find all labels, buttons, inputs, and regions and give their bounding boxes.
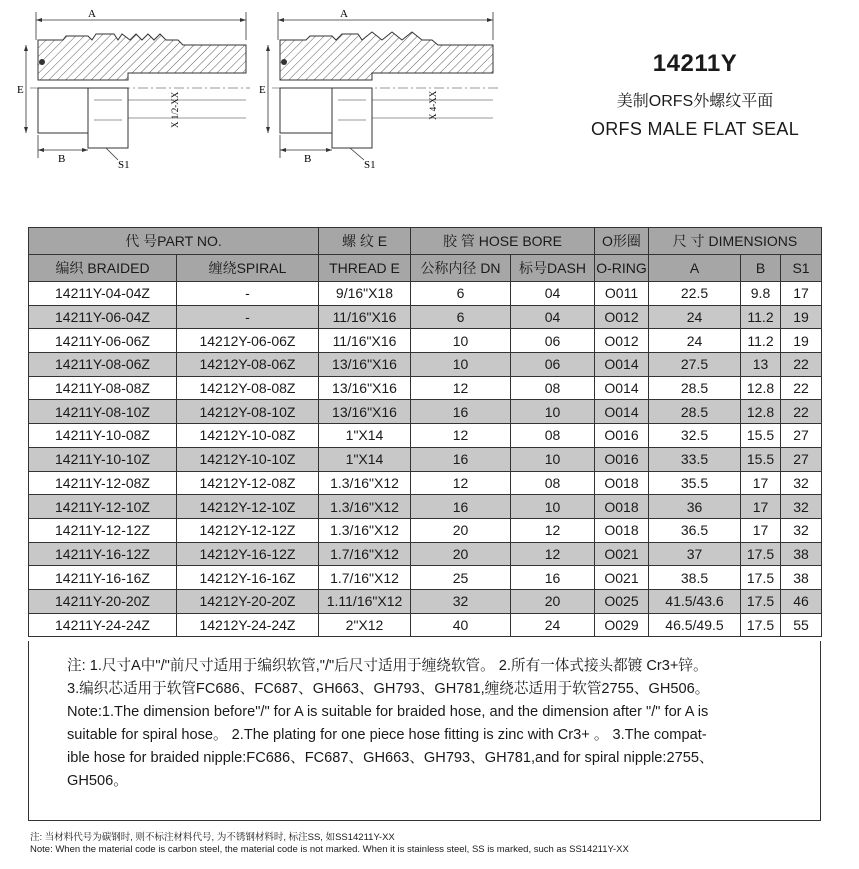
cell-dash: 06 [511, 329, 595, 353]
cell-b: 17.5 [741, 589, 781, 613]
cell-spiral: 14212Y-10-10Z [177, 447, 319, 471]
cell-braided: 14211Y-16-16Z [29, 566, 177, 590]
cell-spiral: - [177, 305, 319, 329]
cell-oring: O016 [595, 424, 649, 448]
spec-table-body [29, 282, 822, 637]
cell-b: 11.2 [741, 329, 781, 353]
cell-spiral: 14212Y-24-24Z [177, 613, 319, 637]
cell-spiral: 14212Y-12-12Z [177, 518, 319, 542]
table-row [29, 282, 822, 306]
cell-spiral: 14212Y-08-10Z [177, 400, 319, 424]
cell-a: 36.5 [649, 518, 741, 542]
note-cn-line-2: 3.编织芯适用于软管FC686、FC687、GH663、GH793、GH781,缠绕芯适用于软管2755、GH506。 [67, 681, 710, 697]
product-name-en: ORFS MALE FLAT SEAL [590, 119, 800, 139]
table-row [29, 353, 822, 377]
cell-s1: 17 [781, 282, 822, 306]
note-en-line-3: ible hose for braided nipple:FC686、FC687、GH663、GH793、GH781,and for spiral nipple:2755、 [67, 750, 714, 766]
spec-table [28, 227, 822, 637]
cell-spiral: 14212Y-12-10Z [177, 495, 319, 519]
dim-s1-label: S1 [364, 159, 376, 171]
fitting-drawing-braided [18, 0, 258, 180]
cell-braided: 14211Y-08-08Z [29, 376, 177, 400]
cell-dn: 16 [411, 495, 511, 519]
cell-thread: 13/16"X16 [319, 400, 411, 424]
cell-thread: 9/16"X18 [319, 282, 411, 306]
table-row [29, 589, 822, 613]
cell-oring: O012 [595, 329, 649, 353]
cell-thread: 1.7/16"X12 [319, 566, 411, 590]
cell-dash: 08 [511, 376, 595, 400]
cell-b: 17.5 [741, 613, 781, 637]
cell-dn: 10 [411, 353, 511, 377]
note-en-line-4: GH506。 [67, 773, 128, 789]
table-row [29, 566, 822, 590]
cell-thread: 1.11/16"X12 [319, 589, 411, 613]
cell-dn: 16 [411, 447, 511, 471]
cell-dn: 12 [411, 376, 511, 400]
cell-spiral: 14212Y-16-12Z [177, 542, 319, 566]
cell-dn: 25 [411, 566, 511, 590]
cell-oring: O016 [595, 447, 649, 471]
cell-spiral: 14212Y-08-08Z [177, 376, 319, 400]
table-row [29, 400, 822, 424]
cell-a: 33.5 [649, 447, 741, 471]
cell-b: 17 [741, 471, 781, 495]
table-row [29, 518, 822, 542]
cell-spiral: 14212Y-20-20Z [177, 589, 319, 613]
cell-b: 11.2 [741, 305, 781, 329]
cell-a: 41.5/43.6 [649, 589, 741, 613]
cell-braided: 14211Y-10-10Z [29, 447, 177, 471]
cell-a: 24 [649, 329, 741, 353]
table-row [29, 329, 822, 353]
title-block [560, 50, 830, 140]
header-s1: S1 [781, 255, 822, 282]
cell-thread: 2"X12 [319, 613, 411, 637]
dim-s1-label: S1 [118, 159, 130, 171]
cell-thread: 1.3/16"X12 [319, 495, 411, 519]
cell-dash: 16 [511, 566, 595, 590]
cell-dn: 32 [411, 589, 511, 613]
cell-dash: 12 [511, 518, 595, 542]
cell-dn: 6 [411, 282, 511, 306]
cell-dash: 06 [511, 353, 595, 377]
cell-oring: O021 [595, 542, 649, 566]
header-part-no: 代 号PART NO. [29, 228, 319, 255]
cell-dash: 24 [511, 613, 595, 637]
header-spiral: 缠绕SPIRAL [177, 255, 319, 282]
cell-oring: O025 [595, 589, 649, 613]
footnote-cn: 注: 当材料代号为碳钢时, 则不标注材料代号, 为不锈钢材料时, 标注SS, 如SS14211Y-XX [30, 832, 395, 843]
cell-b: 9.8 [741, 282, 781, 306]
cell-oring: O014 [595, 376, 649, 400]
header-dash: 标号DASH [511, 255, 595, 282]
cell-s1: 19 [781, 305, 822, 329]
cell-thread: 11/16"X16 [319, 305, 411, 329]
cell-thread: 1.7/16"X12 [319, 542, 411, 566]
cell-dash: 12 [511, 542, 595, 566]
header-braided: 编织 BRAIDED [29, 255, 177, 282]
cell-dash: 20 [511, 589, 595, 613]
cell-s1: 32 [781, 495, 822, 519]
cell-oring: O021 [595, 566, 649, 590]
header-o-ring: O-RING [595, 255, 649, 282]
header-dimensions: 尺 寸 DIMENSIONS [649, 228, 822, 255]
table-row [29, 542, 822, 566]
cell-oring: O018 [595, 495, 649, 519]
cell-a: 28.5 [649, 400, 741, 424]
cell-braided: 14211Y-08-10Z [29, 400, 177, 424]
dim-a-label: A [340, 8, 348, 20]
header-a: A [649, 255, 741, 282]
thread-callout: X 4-XX [428, 90, 438, 120]
cell-thread: 11/16"X16 [319, 329, 411, 353]
cell-braided: 14211Y-12-12Z [29, 518, 177, 542]
note-en-line-1: Note:1.The dimension before"/" for A is suitable for braided hose, and the dimension after "/" for A is [67, 704, 709, 720]
table-row [29, 447, 822, 471]
cell-s1: 38 [781, 566, 822, 590]
note-en-line-2: suitable for spiral hose。 2.The plating for one piece hose fitting is zinc with Cr3+ 。 3.The compat- [67, 727, 707, 743]
cell-s1: 27 [781, 424, 822, 448]
cell-dn: 10 [411, 329, 511, 353]
cell-dn: 12 [411, 471, 511, 495]
cell-s1: 32 [781, 518, 822, 542]
footnote-en: Note: When the material code is carbon steel, the material code is not marked. When it is stainless steel, SS is marked, such as SS14211Y-XX [30, 844, 629, 855]
cell-spiral: - [177, 282, 319, 306]
cell-a: 22.5 [649, 282, 741, 306]
cell-spiral: 14212Y-06-06Z [177, 329, 319, 353]
cell-s1: 32 [781, 471, 822, 495]
table-row [29, 305, 822, 329]
cell-a: 24 [649, 305, 741, 329]
dim-b-label: B [304, 153, 312, 165]
cell-b: 12.8 [741, 376, 781, 400]
cell-dn: 16 [411, 400, 511, 424]
cell-dash: 04 [511, 282, 595, 306]
header-dn: 公称内径 DN [411, 255, 511, 282]
dim-a-label: A [88, 8, 96, 20]
cell-oring: O014 [595, 353, 649, 377]
table-row [29, 376, 822, 400]
cell-s1: 38 [781, 542, 822, 566]
cell-braided: 14211Y-20-20Z [29, 589, 177, 613]
cell-spiral: 14212Y-12-08Z [177, 471, 319, 495]
cell-oring: O014 [595, 400, 649, 424]
note-cn-line-1: 注: 1.尺寸A中"/"前尺寸适用于编织软管,"/"后尺寸适用于缠绕软管。 2.所有一体式接头都镀 Cr3+锌。 [67, 658, 708, 674]
cell-s1: 46 [781, 589, 822, 613]
product-code: 14211Y [652, 50, 738, 77]
cell-thread: 13/16"X16 [319, 353, 411, 377]
cell-b: 12.8 [741, 400, 781, 424]
cell-braided: 14211Y-10-08Z [29, 424, 177, 448]
header-hose-bore: 胶 管 HOSE BORE [411, 228, 595, 255]
cell-a: 46.5/49.5 [649, 613, 741, 637]
fitting-drawing-spiral [258, 0, 508, 180]
cell-dash: 04 [511, 305, 595, 329]
cell-dn: 40 [411, 613, 511, 637]
cell-braided: 14211Y-04-04Z [29, 282, 177, 306]
table-row [29, 613, 822, 637]
cell-a: 36 [649, 495, 741, 519]
cell-a: 35.5 [649, 471, 741, 495]
cell-a: 37 [649, 542, 741, 566]
cell-dn: 20 [411, 518, 511, 542]
cell-thread: 1.3/16"X12 [319, 471, 411, 495]
cell-braided: 14211Y-12-08Z [29, 471, 177, 495]
cell-dn: 20 [411, 542, 511, 566]
cell-thread: 1"X14 [319, 424, 411, 448]
cell-braided: 14211Y-16-12Z [29, 542, 177, 566]
cell-dash: 08 [511, 424, 595, 448]
cell-b: 17.5 [741, 542, 781, 566]
header-b: B [741, 255, 781, 282]
cell-dn: 6 [411, 305, 511, 329]
cell-b: 17 [741, 518, 781, 542]
cell-spiral: 14212Y-10-08Z [177, 424, 319, 448]
cell-oring: O018 [595, 518, 649, 542]
cell-dash: 10 [511, 495, 595, 519]
cell-thread: 13/16"X16 [319, 376, 411, 400]
cell-thread: 1"X14 [319, 447, 411, 471]
cell-s1: 22 [781, 376, 822, 400]
table-row [29, 424, 822, 448]
cell-braided: 14211Y-08-06Z [29, 353, 177, 377]
cell-s1: 22 [781, 353, 822, 377]
cell-spiral: 14212Y-08-06Z [177, 353, 319, 377]
thread-callout: X 1/2-XX [170, 91, 180, 128]
cell-a: 32.5 [649, 424, 741, 448]
cell-spiral: 14212Y-16-16Z [177, 566, 319, 590]
cell-braided: 14211Y-06-04Z [29, 305, 177, 329]
cell-dn: 12 [411, 424, 511, 448]
cell-b: 15.5 [741, 447, 781, 471]
cell-a: 27.5 [649, 353, 741, 377]
cell-s1: 55 [781, 613, 822, 637]
cell-a: 38.5 [649, 566, 741, 590]
cell-braided: 14211Y-12-10Z [29, 495, 177, 519]
header-thread: 螺 纹 E [319, 228, 411, 255]
cell-braided: 14211Y-24-24Z [29, 613, 177, 637]
dim-e-label: E [259, 84, 266, 96]
cell-oring: O011 [595, 282, 649, 306]
cell-b: 17 [741, 495, 781, 519]
notes-box [28, 641, 821, 821]
cell-dash: 10 [511, 447, 595, 471]
table-row [29, 495, 822, 519]
dim-e-label: E [17, 84, 24, 96]
cell-a: 28.5 [649, 376, 741, 400]
material-footnote [30, 832, 850, 856]
cell-s1: 22 [781, 400, 822, 424]
cell-s1: 19 [781, 329, 822, 353]
cell-braided: 14211Y-06-06Z [29, 329, 177, 353]
header-o-ring-cn: O形圈 [595, 228, 649, 255]
table-row [29, 471, 822, 495]
dim-b-label: B [58, 153, 66, 165]
header-thread-e: THREAD E [319, 255, 411, 282]
cell-dash: 08 [511, 471, 595, 495]
cell-b: 17.5 [741, 566, 781, 590]
cell-s1: 27 [781, 447, 822, 471]
cell-oring: O012 [595, 305, 649, 329]
cell-b: 15.5 [741, 424, 781, 448]
product-name-cn: 美制ORFS外螺纹平面 [616, 93, 774, 110]
cell-oring: O029 [595, 613, 649, 637]
cell-thread: 1.3/16"X12 [319, 518, 411, 542]
cell-oring: O018 [595, 471, 649, 495]
cell-b: 13 [741, 353, 781, 377]
cell-dash: 10 [511, 400, 595, 424]
